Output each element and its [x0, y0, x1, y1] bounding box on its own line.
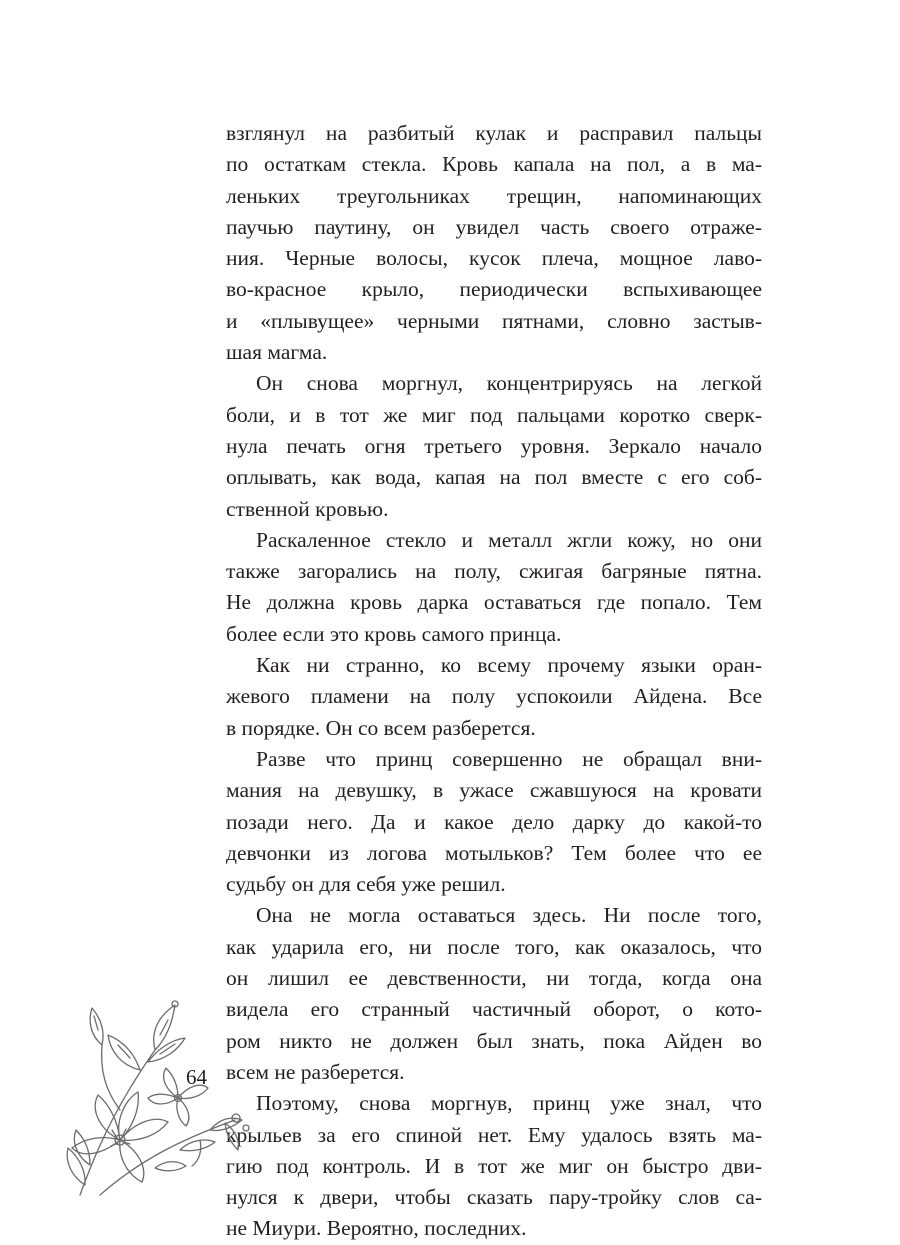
text-line: и «плывущее» черными пятнами, словно застыв- — [226, 308, 762, 333]
text-line: боли, и в тот же миг под пальцами коротко сверк- — [226, 402, 762, 427]
text-line: Она не могла оставаться здесь. Ни после того, — [256, 903, 762, 928]
floral-corner-ornament-icon — [60, 990, 260, 1200]
text-line: жевого пламени на полу успокоили Айдена. Все — [226, 684, 762, 709]
text-line: ния. Черные волосы, кусок плеча, мощное лаво- — [226, 246, 762, 271]
text-line: в порядке. Он со всем разберется. — [226, 715, 536, 740]
body-text — [226, 118, 762, 1245]
text-line: нула печать огня третьего уровня. Зеркало начало — [226, 433, 762, 458]
text-line: Раскаленное стекло и металл жгли кожу, но они — [256, 527, 762, 552]
text-line: гию под контроль. И в тот же миг он быстро дви- — [226, 1153, 762, 1178]
text-line: по остаткам стекла. Кровь капала на пол, а в ма- — [226, 152, 762, 177]
page-number: 64 — [186, 1065, 207, 1089]
text-line: шая магма. — [226, 340, 328, 365]
text-line: он лишил ее девственности, ни тогда, когда она — [226, 966, 762, 991]
text-line: ром никто не должен был знать, пока Айден во — [226, 1028, 762, 1053]
text-line: не Миури. Вероятно, последних. — [226, 1216, 527, 1241]
text-line: девчонки из логова мотыльков? Тем более что ее — [226, 840, 762, 865]
text-line: позади него. Да и какое дело дарку до какой-то — [226, 809, 762, 834]
text-line: мания на девушку, в ужасе сжавшуюся на кровати — [226, 778, 762, 803]
text-line: во-красное крыло, периодически вспыхивающее — [226, 277, 762, 302]
text-line: взглянул на разбитый кулак и расправил пальцы — [226, 121, 762, 145]
text-line: Как ни странно, ко всему прочему языки оран- — [256, 653, 762, 678]
text-line: Поэтому, снова моргнув, принц уже знал, что — [256, 1091, 762, 1116]
text-line: более если это кровь самого принца. — [226, 621, 562, 646]
text-line: судьбу он для себя уже решил. — [226, 872, 506, 897]
text-line: всем не разберется. — [226, 1059, 405, 1084]
text-line: также загорались на полу, сжигая багряные пятна. — [226, 559, 762, 584]
text-line: Не должна кровь дарка оставаться где попало. Тем — [226, 590, 762, 615]
text-line: Разве что принц совершенно не обращал вни- — [256, 746, 762, 771]
text-line: леньких треугольниках трещин, напоминающих — [226, 183, 762, 208]
text-line: ственной кровью. — [226, 496, 389, 521]
text-line: нулся к двери, чтобы сказать пару-тройку слов са- — [226, 1185, 762, 1210]
text-line: как ударила его, ни после того, как оказалось, что — [226, 934, 762, 959]
text-line: крыльев за его спиной нет. Ему удалось взять ма- — [226, 1122, 762, 1147]
text-line: видела его странный частичный оборот, о кото- — [226, 997, 762, 1022]
text-line: паучью паутину, он увидел часть своего отраже- — [226, 214, 762, 239]
text-line: оплывать, как вода, капая на пол вместе с его соб- — [226, 465, 762, 490]
text-line: Он снова моргнул, концентрируясь на легкой — [256, 371, 762, 396]
